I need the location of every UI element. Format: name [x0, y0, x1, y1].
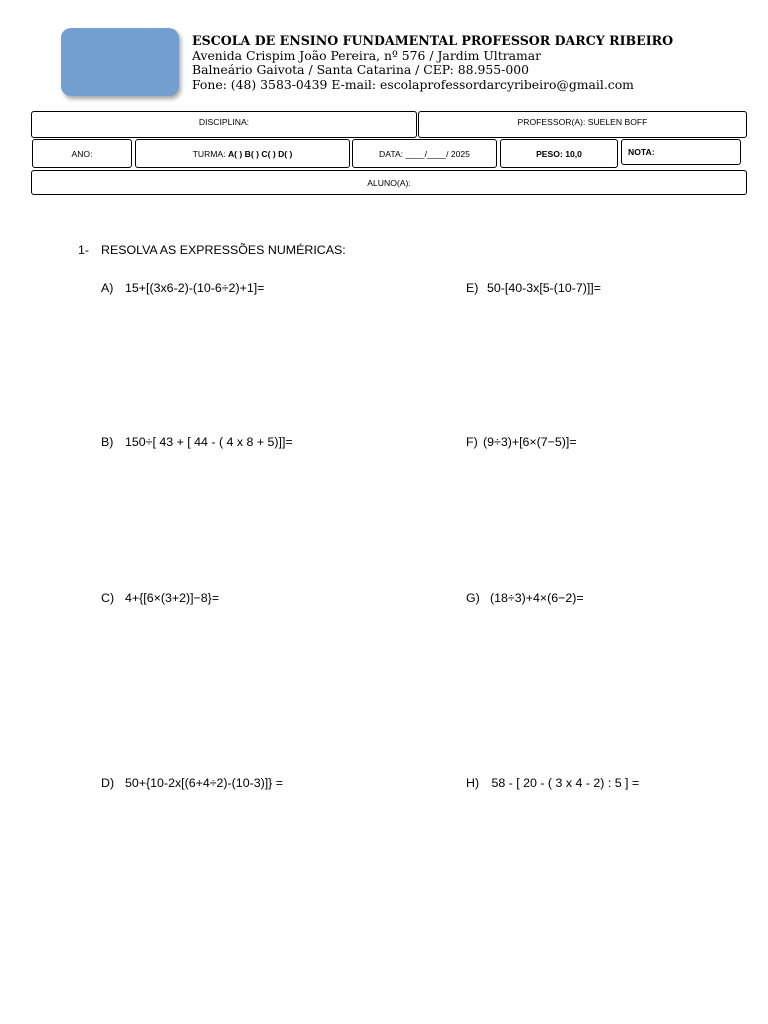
exercise-b [101, 435, 293, 449]
turma-label: TURMA: [192, 148, 226, 159]
exercise-g [466, 591, 584, 605]
aluno-label: ALUNO(A): [367, 177, 411, 188]
exercise-expression: 58 - [ 20 - ( 3 x 4 - 2) : 5 ] = [488, 776, 640, 790]
exercise-expression: 50-[40-3x[5-(10-7)]]= [487, 281, 601, 295]
exercise-expression: 150÷[ 43 + [ 44 - ( 4 x 8 + 5)]]= [125, 435, 293, 449]
question-number: 1- [78, 243, 90, 257]
exercise-d [101, 776, 283, 790]
professor-label: PROFESSOR(A): SUELEN BOFF [517, 117, 648, 127]
exercise-label: G) [466, 591, 480, 605]
school-name: ESCOLA DE ENSINO FUNDAMENTAL PROFESSOR DARCY RIBEIRO [192, 33, 674, 48]
turma-options[interactable]: A( ) B( ) C( ) D( ) [227, 148, 293, 159]
exercise-c [101, 591, 219, 605]
ano-label: ANO: [71, 148, 93, 159]
exercise-f [466, 435, 577, 449]
exercise-expression: 50+{10-2x[(6+4÷2)-(10-3)]} = [125, 776, 283, 790]
ano-field[interactable] [32, 139, 132, 168]
exercise-label: E) [466, 281, 479, 295]
turma-field[interactable] [135, 139, 350, 168]
nota-label: NOTA: [628, 147, 655, 157]
exercise-label: F) [466, 435, 478, 449]
exercise-label: B) [101, 435, 114, 449]
peso-field [500, 139, 618, 168]
data-label: DATA: ____/____/ 2025 [379, 148, 470, 159]
school-header [192, 34, 673, 92]
exercise-label: H) [466, 776, 480, 790]
school-city: Balneário Gaivota / Santa Catarina / CEP: 88.955-000 [192, 62, 529, 78]
disciplina-field[interactable] [31, 111, 417, 138]
exercise-label: C) [101, 591, 115, 605]
professor-field [418, 111, 747, 138]
exercise-expression: (18÷3)+4×(6−2)= [490, 591, 584, 605]
aluno-field[interactable] [31, 170, 747, 195]
exercise-expression: 4+{[6×(3+2)]−8}= [125, 591, 220, 605]
disciplina-label: DISCIPLINA: [198, 117, 250, 127]
exercise-a [101, 281, 264, 295]
question-title [78, 243, 346, 257]
school-address: Avenida Crispim João Pereira, nº 576 / Jardim Ultramar [192, 47, 542, 63]
data-field[interactable] [352, 139, 497, 168]
question-text: RESOLVA AS EXPRESSÕES NUMÉRICAS: [101, 243, 346, 257]
exercise-e [466, 281, 601, 295]
exercise-h [466, 776, 639, 790]
nota-field[interactable] [621, 139, 741, 165]
exercise-expression: (9÷3)+[6×(7−5)]= [483, 435, 577, 449]
exercise-label: A) [101, 281, 114, 295]
exercise-expression: 15+[(3x6-2)-(10-6÷2)+1]= [125, 281, 265, 295]
exercise-label: D) [101, 776, 115, 790]
school-contact: Fone: (48) 3583-0439 E-mail: escolaprofessordarcyribeiro@gmail.com [192, 76, 634, 92]
school-logo [61, 28, 179, 96]
peso-label: PESO: 10,0 [536, 148, 582, 159]
